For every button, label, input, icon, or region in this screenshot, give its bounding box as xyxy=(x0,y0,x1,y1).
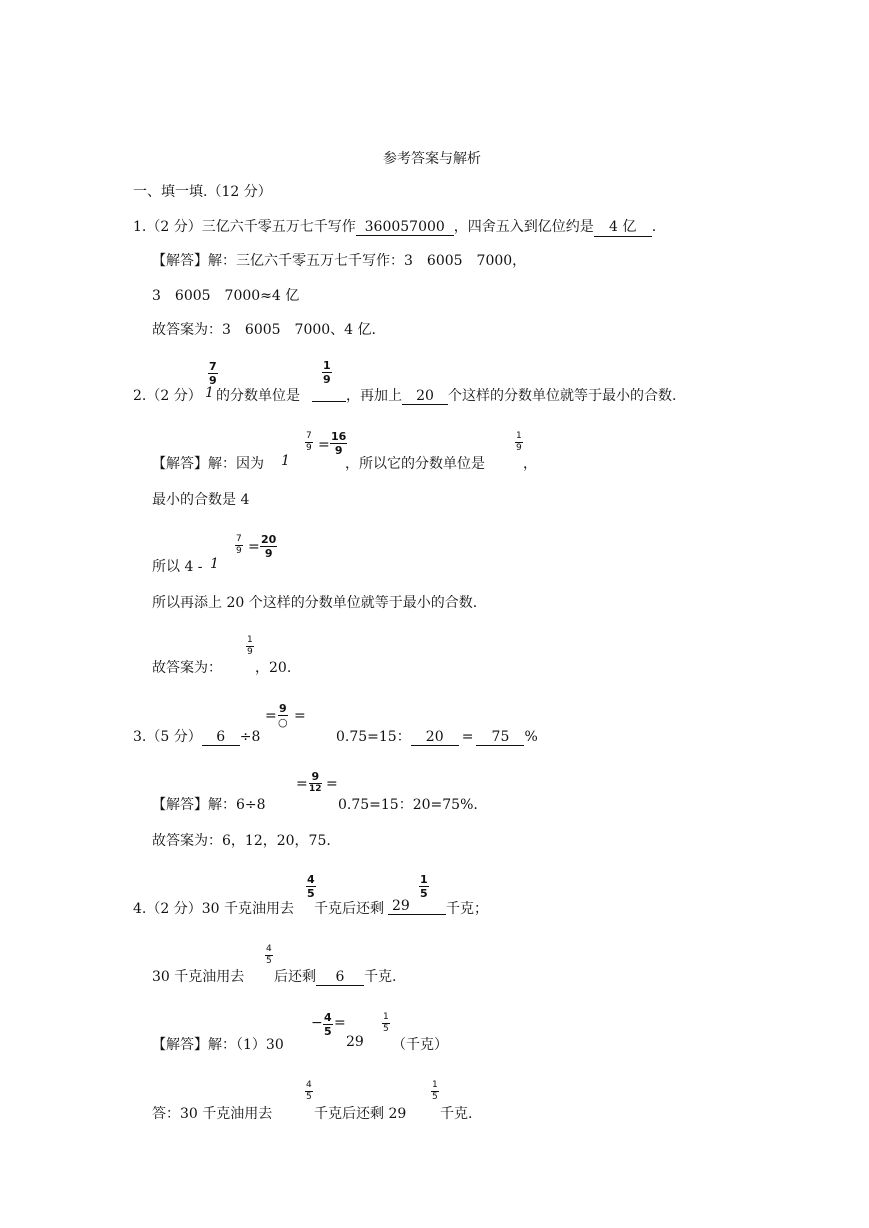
fraction-numerator: 16 xyxy=(331,430,347,443)
solution-text: ，所以它的分数单位是 xyxy=(345,456,485,472)
fraction-numerator: 1 xyxy=(383,1012,389,1022)
fraction xyxy=(322,360,332,385)
fraction-numerator: 1 xyxy=(420,873,428,886)
fraction xyxy=(265,945,273,966)
fraction xyxy=(246,636,254,657)
question-4-text: 千克. xyxy=(364,969,397,985)
fraction xyxy=(278,703,288,728)
fraction xyxy=(305,1081,313,1102)
fraction-numerator: 9 xyxy=(279,702,287,715)
fraction xyxy=(309,771,322,794)
fraction-numerator: 7 xyxy=(306,431,312,441)
mixed-number-whole: 29 xyxy=(346,1034,364,1050)
answer-blank: 360057000 xyxy=(356,219,454,236)
fraction xyxy=(323,1012,333,1037)
fraction-numerator: 4 xyxy=(307,873,315,886)
question-1 xyxy=(133,216,656,237)
punctuation: . xyxy=(651,219,657,235)
fraction-denominator: 9 xyxy=(323,373,331,386)
fraction-numerator: 1 xyxy=(516,431,522,441)
fraction-denominator: 12 xyxy=(309,784,322,794)
answer-blank: 75 xyxy=(476,729,524,746)
equals-sign: = xyxy=(265,708,277,724)
fraction-denominator: 5 xyxy=(306,1092,312,1102)
equals-sign: = xyxy=(294,708,306,724)
equals-sign: = xyxy=(296,776,308,792)
fraction-denominator: 9 xyxy=(334,444,343,457)
question-3-text: 0.75=15： xyxy=(336,729,411,745)
percent-sign: % xyxy=(524,729,538,745)
answer-blank: 20 xyxy=(411,729,459,746)
answer-line: 答：30 千克油用去 xyxy=(152,1106,273,1122)
solution-line: 所以再添上 20 个这样的分数单位就等于最小的合数. xyxy=(152,595,478,611)
solution-text: （千克） xyxy=(392,1037,448,1053)
mixed-number-whole: 1 xyxy=(281,453,290,469)
fraction-numerator: 4 xyxy=(266,944,272,954)
question-4-text: 千克； xyxy=(446,901,488,917)
question-2-text: 的分数单位是 xyxy=(216,388,300,404)
fraction xyxy=(382,1013,390,1034)
equals-sign: = xyxy=(326,776,338,792)
answer-line: 故答案为： xyxy=(152,660,222,676)
answer-blank: 6 xyxy=(202,729,240,746)
fraction-numerator: 4 xyxy=(324,1011,332,1024)
answer-line: 故答案为：6，12，20，75. xyxy=(152,833,331,849)
solution-line: 【解答】解：6÷8 xyxy=(152,797,266,813)
fraction xyxy=(235,535,243,556)
question-2-prefix: 2.（2 分） xyxy=(133,388,202,404)
punctuation: ， xyxy=(523,456,537,472)
answer-blank xyxy=(312,385,346,402)
fraction xyxy=(260,534,277,559)
fraction-denominator: 5 xyxy=(324,1025,332,1038)
fraction-denominator: 9 xyxy=(209,374,217,387)
question-4-text: 30 千克油用去 xyxy=(152,969,245,985)
question-1-text: ，四舍五入到亿位约是 xyxy=(453,219,594,235)
fraction xyxy=(431,1081,439,1102)
fraction-denominator: 9 xyxy=(236,546,242,556)
equals-sign: = xyxy=(248,539,260,555)
answer-blank: 20 xyxy=(402,388,448,405)
fraction-denominator: 5 xyxy=(432,1092,438,1102)
fraction-denominator: 9 xyxy=(264,547,273,560)
solution-line: 【解答】解：三亿六千零五万七千写作：3 6005 7000， xyxy=(152,253,527,269)
question-3-text: ÷8 xyxy=(239,729,261,745)
fraction-denominator: ○ xyxy=(278,716,288,729)
equals-sign: = xyxy=(461,729,474,745)
equals-sign: = xyxy=(334,1015,346,1031)
solution-line: 最小的合数是 4 xyxy=(152,492,250,508)
answer-blank: 4 亿 xyxy=(594,216,652,237)
fraction xyxy=(419,874,429,899)
question-4-text: 4.（2 分）30 千克油用去 xyxy=(133,901,294,917)
fraction-numerator: 7 xyxy=(236,534,242,544)
fraction xyxy=(208,361,218,386)
question-3-text: 3.（5 分） xyxy=(133,729,202,745)
question-1-text: 1.（2 分）三亿六千零五万七千写作 xyxy=(133,219,356,235)
fraction-denominator: 5 xyxy=(420,887,428,900)
fraction xyxy=(515,432,523,453)
equals-sign: = xyxy=(318,437,330,453)
fraction-numerator: 1 xyxy=(247,635,253,645)
answer-line: 故答案为：3 6005 7000、4 亿. xyxy=(152,322,376,338)
answer-blank: 6 xyxy=(316,969,364,986)
minus-sign: − xyxy=(311,1015,323,1031)
fraction-denominator: 9 xyxy=(516,443,522,453)
fraction-numerator: 20 xyxy=(261,533,277,546)
answer-text: ，20. xyxy=(255,660,292,676)
question-2-text: 个这样的分数单位就等于最小的合数. xyxy=(448,388,677,404)
solution-line: 所以 4 - xyxy=(152,559,203,575)
mixed-number-whole: 1 xyxy=(210,556,219,572)
question-4-text: 后还剩 xyxy=(274,969,316,985)
answer-text: 千克后还剩 29 xyxy=(314,1106,407,1122)
fraction-numerator: 4 xyxy=(306,1080,312,1090)
fraction xyxy=(306,874,316,899)
answer-text: 千克. xyxy=(440,1106,473,1122)
solution-text: 0.75=15：20=75%. xyxy=(338,797,478,813)
section-heading: 一、填一填.（12 分） xyxy=(133,184,272,200)
fraction-numerator: 7 xyxy=(209,360,217,373)
question-4-text: 千克后还剩 xyxy=(314,901,384,917)
solution-line: 【解答】解：因为 xyxy=(152,456,264,472)
answer-blank: 29 xyxy=(388,898,446,915)
fraction-numerator: 1 xyxy=(432,1080,438,1090)
solution-line: 3 6005 7000≈4 亿 xyxy=(152,288,300,304)
page-title: 参考答案与解析 xyxy=(383,151,481,167)
fraction-denominator: 5 xyxy=(307,887,315,900)
fraction xyxy=(305,432,313,453)
question-2-text: ，再加上 xyxy=(346,388,402,404)
fraction-numerator: 9 xyxy=(309,771,322,784)
fraction-denominator: 5 xyxy=(383,1024,389,1034)
mixed-number-whole: 1 xyxy=(205,385,214,401)
fraction-numerator: 1 xyxy=(323,359,331,372)
fraction-denominator: 5 xyxy=(266,956,272,966)
fraction-denominator: 9 xyxy=(306,443,312,453)
solution-line: 【解答】解：（1）30 xyxy=(152,1037,284,1053)
fraction-denominator: 9 xyxy=(247,647,253,657)
